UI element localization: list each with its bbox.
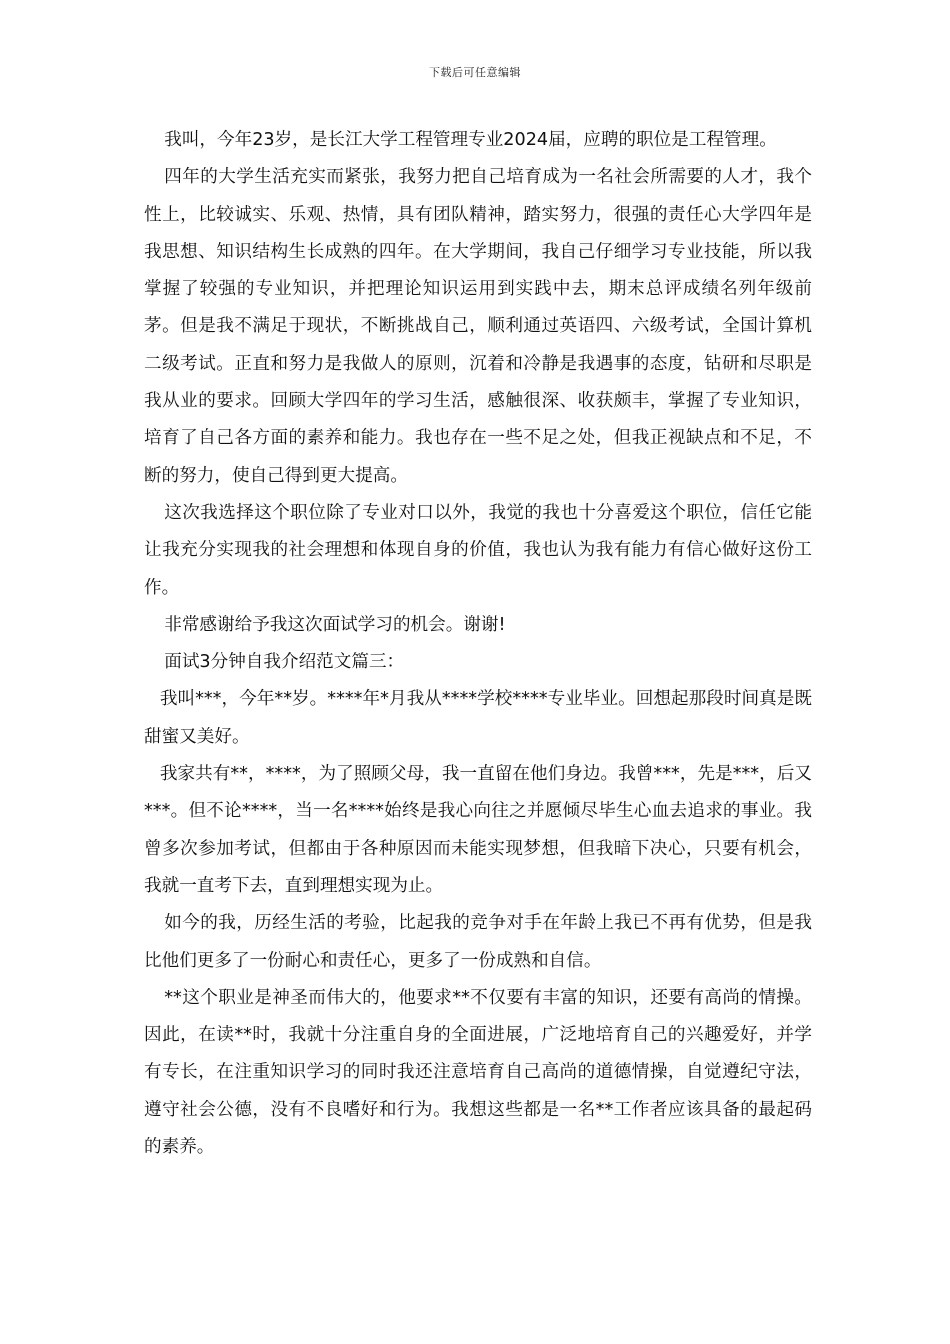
paragraph-job-choice: 这次我选择这个职位除了专业对口以外，我觉的我也十分喜爱这个职位，信任它能让我充分实现我的社会理想和体现自身的价值，我也认为我有能力有信心做好这份工作。 xyxy=(144,502,812,598)
paragraph-profession: **这个职业是神圣而伟大的，他要求**不仅要有丰富的知识，还要有高尚的情操。因此，在读**时，我就十分注重自身的全面进展，广泛地培育自己的兴趣爱好，并学有专长，在注重知识学习的同时我还注意培育自己高尚的道德情操，自觉遵纪守法，遵守社会公德，没有不良嗜好和行为。我想这些都是一名**工作者应该具备的最起码的素养。 xyxy=(144,987,812,1158)
page-header: 下载后可任意编辑 xyxy=(429,66,521,79)
paragraph-thanks: 非常感谢给予我这次面试学习的机会。谢谢! xyxy=(164,614,506,635)
paragraph-university-life: 四年的大学生活充实而紧张，我努力把自己培育成为一名社会所需要的人才，我个性上，比较诚实、乐观、热情，具有团队精神，踏实努力，很强的责任心大学四年是我思想、知识结构生长成熟的四年。在大学期间，我自己仔细学习专业技能，所以我掌握了较强的专业知识，并把理论知识运用到实践中去，期末总评成绩名列年级前茅。但是我不满足于现状，不断挑战自己，顺利通过英语四、六级考试，全国计算机二级考试。正直和努力是我做人的原则，沉着和冷静是我遇事的态度，钻研和尽职是我从业的要求。回顾大学四年的学习生活，感触很深、收获颇丰，掌握了专业知识，培育了自己各方面的素养和能力。我也存在一些不足之处，但我正视缺点和不足，不断的努力，使自己得到更大提高。 xyxy=(144,167,812,486)
paragraph-self-intro: 我叫***，今年**岁。****年*月我从****学校****专业毕业。回想起那段时间真是既甜蜜又美好。 xyxy=(144,689,812,747)
paragraph-intro: 我叫，今年23岁，是长江大学工程管理专业2024届，应聘的职位是工程管理。 xyxy=(164,130,777,150)
section-heading: 面试3分钟自我介绍范文篇三： xyxy=(164,652,405,673)
paragraph-family: 我家共有**，****，为了照顾父母，我一直留在他们身边。我曾***，先是***，后又***。但不论****，当一名****始终是我心向往之并愿倾尽毕生心血去追求的事业。我曾多次参加考试，但都由于各种原因而未能实现梦想，但我暗下决心，只要有机会，我就一直考下去，直到理想实现为止。 xyxy=(144,764,812,896)
document-body xyxy=(144,122,812,1166)
paragraph-present: 如今的我，历经生活的考验，比起我的竞争对手在年龄上我已不再有优势，但是我比他们更多了一份耐心和责任心，更多了一份成熟和自信。 xyxy=(144,913,812,971)
